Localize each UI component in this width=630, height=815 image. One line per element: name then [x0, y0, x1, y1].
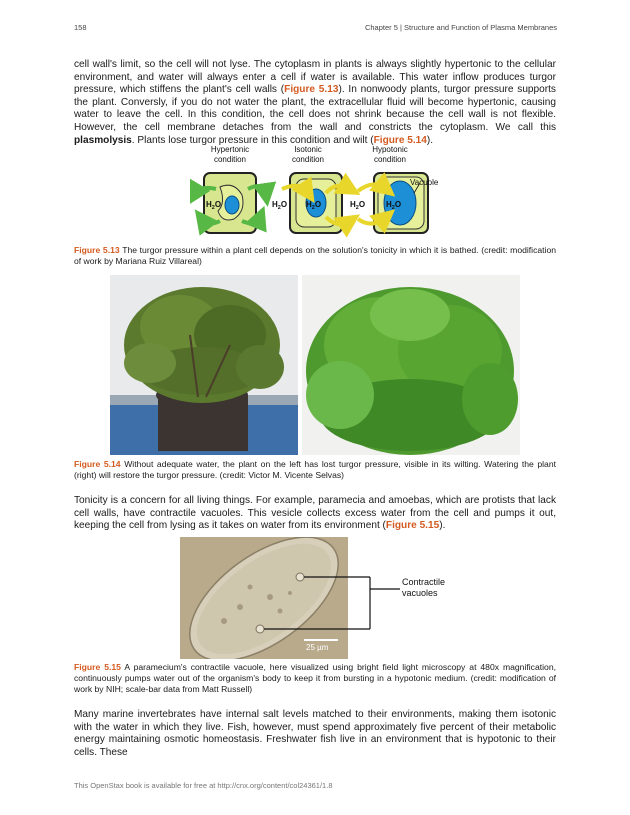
para1-text-a: cell wall's limit, so the cell will not lyse. The cytoplasm in plants is always slightly hypertonic to the cellular environment, and water will always enter a cell if water is available. This water inflow produces turgor pressure, which stiffens the plant's cell walls ( [74, 59, 556, 96]
caption-text-5-13: The turgor pressure within a plant cell depends on the solution's tonicity in which it is bathed. (credit: modification of work by Mariana Ruiz Villareal) [74, 245, 557, 266]
isotonic-cell [272, 173, 350, 233]
term-plasmolysis: plasmolysis [74, 134, 132, 146]
page-number: 158 [74, 23, 87, 32]
paragraph-marine: Many marine invertebrates have internal salt levels matched to their environments, making them isotonic with the water in which they live. Fish, however, must spend approximately five percent of their metabolic energy maintaining osmotic homeostasis. Freshwater fish live in an environment that is hypotonic to their cells. These [74, 709, 556, 758]
figure-ref-5-13[interactable]: Figure 5.13 [284, 84, 339, 96]
figure-ref-5-14[interactable]: Figure 5.14 [373, 134, 427, 146]
svg-text:H2O: $H_2O$ [206, 200, 222, 211]
hypertonic-cell [194, 173, 266, 233]
figure-5-14 [110, 275, 520, 455]
tonicity-diagram [190, 167, 440, 239]
svg-text:H2O: $H_2O$ [272, 200, 288, 211]
svg-text:H2O: $H_2O$ [386, 200, 402, 211]
para1-text-d: ). [426, 134, 434, 146]
label-hypertonic: Hypertonic condition [210, 145, 250, 164]
para1-text-b: ). In nonwoody plants, turgor pressure supports the plant. Conversly, if you do not water the plant, the extracellular fluid will become hypertonic, causing water to leave the cell. In this condition, the cell does not shrink because the cell wall is not flexible. However, the cell membrane detaches from the wall and constricts the cytoplasm. We call this [74, 84, 556, 133]
caption-5-14 [74, 459, 556, 481]
caption-text-5-14: Without adequate water, the plant on the left has lost turgor pressure, visible in its wilting. Watering the plant (right) will restore the turgor pressure. (credit: Victor M. Vicente Selvas) [74, 459, 557, 480]
caption-text-5-15: A paramecium's contractile vacuole, here visualized using bright field light microscopy at 480x magnification, continuously pumps water out of the organism's body to keep it from bursting in a hypotonic medium. (credit: modification of work by NIH; scale-bar data from Matt Russell) [74, 662, 556, 694]
caption-label-5-14: Figure 5.14 [74, 459, 121, 469]
para1-text-c: . Plants lose turgor pressure in this condition and wilt ( [131, 134, 374, 146]
paragraph-turgor [74, 59, 556, 147]
para2-text-a: Tonicity is a concern for all living things. For example, paramecia and amoebas, which are protists that lack cell walls, have contractile vacuoles. This vesicle collects excess water from the cell and pumps it out, keeping the cell from lysing as it takes on water from its environment ( [74, 495, 556, 532]
chapter-header: Chapter 5 | Structure and Function of Plasma Membranes [364, 23, 557, 32]
paragraph-tonicity [74, 495, 556, 533]
svg-text:H2O: $H_2O$ [350, 200, 366, 211]
para2-text-b: ). [439, 520, 446, 532]
wilted-plant-photo [110, 275, 298, 455]
label-vacuole: Vacuole [410, 178, 439, 187]
healthy-plant-photo [302, 275, 520, 455]
figure-5-13 [190, 145, 440, 240]
label-hypotonic: Hypotonic condition [372, 145, 408, 164]
plants-photos [110, 275, 520, 455]
footer-note: This OpenStax book is available for free at http://cnx.org/content/col24361/1.8 [74, 781, 333, 790]
caption-5-15 [74, 662, 556, 695]
caption-label-5-15: Figure 5.15 [74, 662, 121, 672]
caption-label-5-13: Figure 5.13 [74, 245, 120, 255]
scale-bar-label: 25 µm [306, 643, 329, 652]
label-isotonic: Isotonic condition [291, 145, 325, 164]
label-contractile-vacuoles: Contractile vacuoles [402, 577, 446, 598]
svg-text:H2O: $H_2O$ [306, 200, 322, 211]
figure-ref-5-15[interactable]: Figure 5.15 [385, 520, 440, 532]
figure-5-15 [180, 537, 450, 659]
caption-5-13 [74, 245, 556, 267]
